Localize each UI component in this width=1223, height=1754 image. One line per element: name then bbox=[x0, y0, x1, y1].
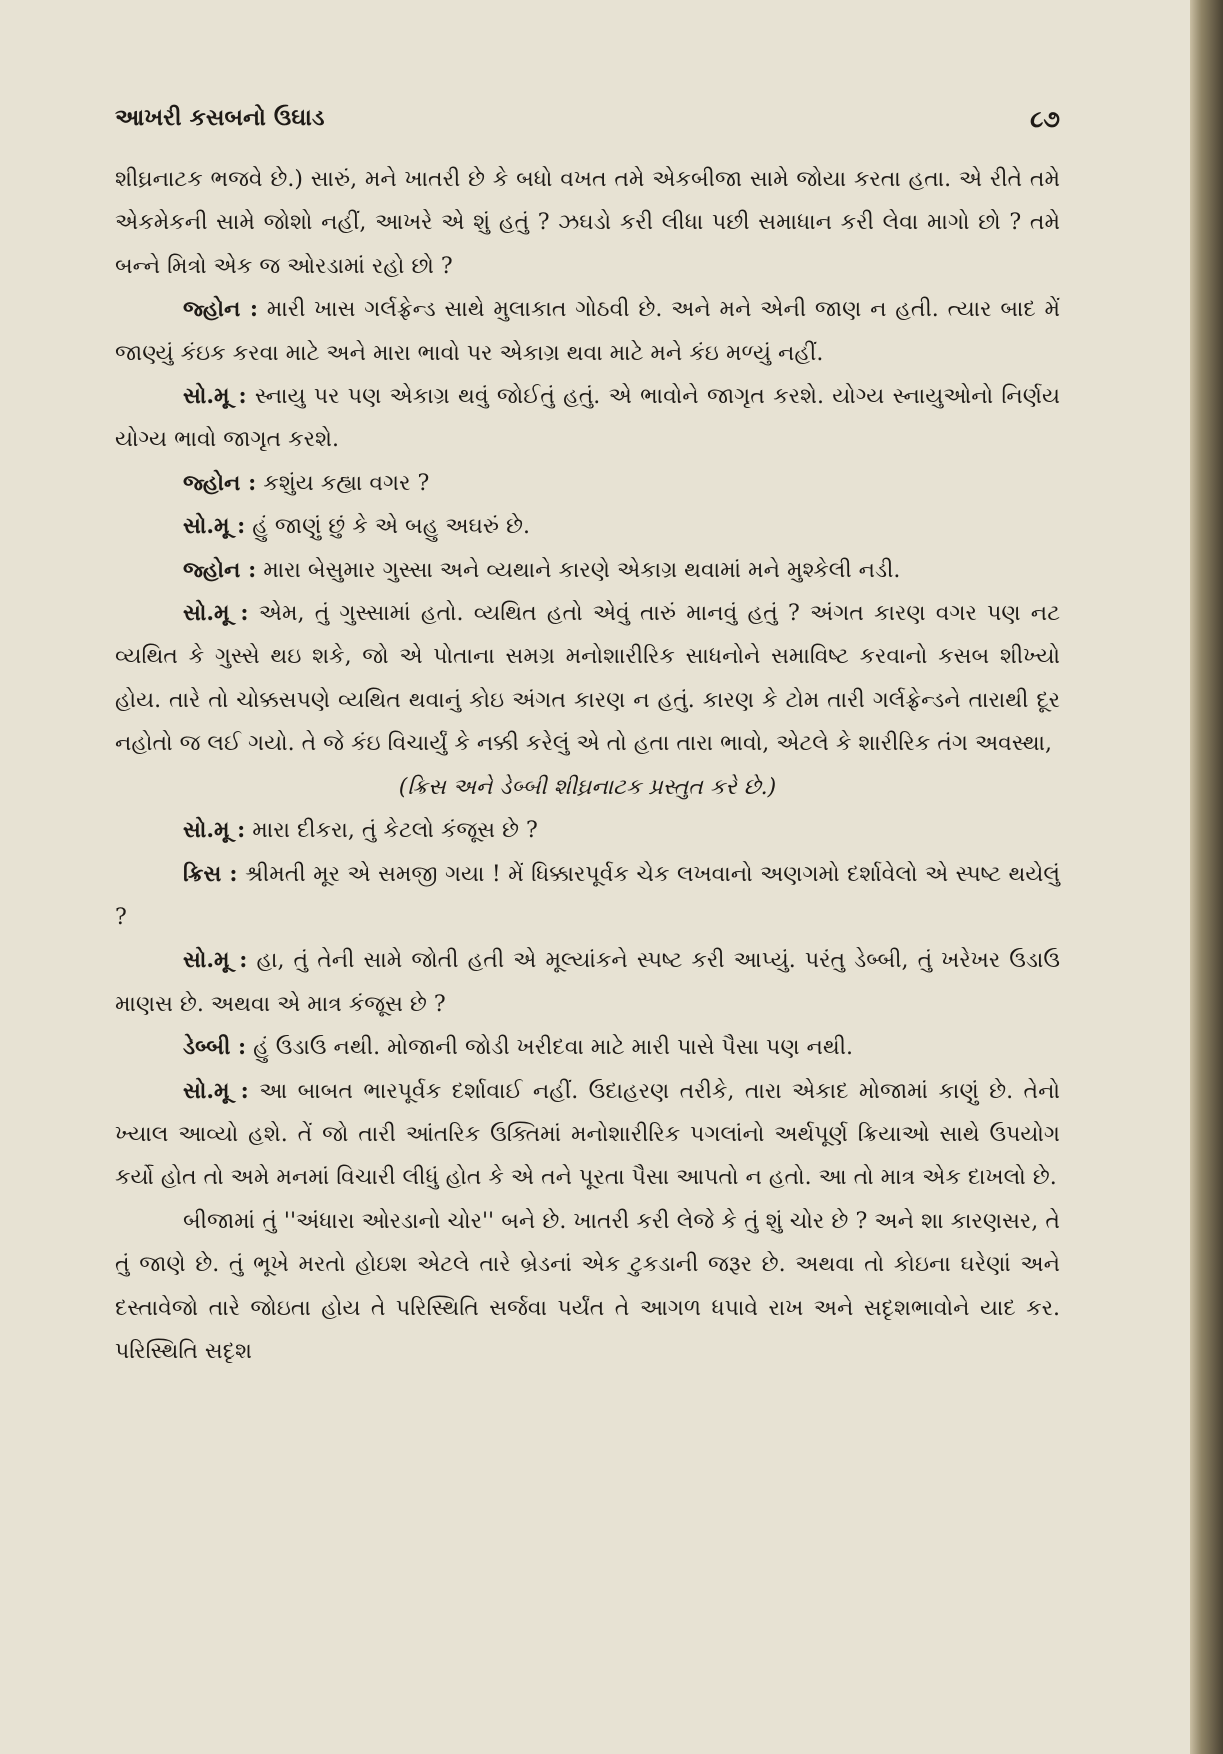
paragraph-text: એમ, તું ગુસ્સામાં હતો. વ્યથિત હતો એવું તારું માનવું હતું ? અંગત કારણ વગર પણ નટ વ્યથિત કે ગુસ્સે થઇ શકે, જો એ પોતાના સમગ્ર મનોશારીરિક સાધનોને સમાવિષ્ટ કરવાનો કસબ શીખ્યો હોય. તારે તો ચોક્કસપણે વ્યથિત થવાનું કોઇ અંગત કારણ ન હતું. કારણ કે ટોમ તારી ગર્લફ્રેન્ડને તારાથી દૂર નહોતો જ લઈ ગયો. તે જે કંઇ વિચાર્યું કે નક્કી કરેલું એ તો હતા તારા ભાવો, એટલે કે શારીરિક તંગ અવસ્થા, bbox=[115, 601, 1060, 757]
running-title: આખરી કસબનો ઉઘાડ bbox=[115, 104, 325, 131]
paragraph-text: હા, તું તેની સામે જોતી હતી એ મૂલ્યાંકને સ્પષ્ટ કરી આપ્યું. પરંતુ ડેબ્બી, તું ખરેખર ઉડાઉ માણસ છે. અથવા એ માત્ર કંજૂસ છે ? bbox=[115, 948, 1060, 1017]
speaker-name: સો.મૂ : bbox=[183, 1077, 249, 1104]
paragraph-text: સ્નાયુ પર પણ એકાગ્ર થવું જોઈતું હતું. એ ભાવોને જાગૃત કરશે. યોગ્ય સ્નાયુઓનો નિર્ણય યોગ્ય ભાવો જાગૃત કરશે. bbox=[115, 384, 1060, 453]
paragraph bbox=[115, 288, 1060, 375]
book-spine-edge bbox=[1190, 0, 1223, 1754]
stage-direction: (ક્રિસ અને ડેબ્બી શીઘ્રનાટક પ્રસ્તુત કરે છે.) bbox=[398, 774, 777, 800]
paragraph bbox=[115, 505, 1060, 548]
paragraph-text: કશુંય કહ્યા વગર ? bbox=[256, 470, 430, 496]
paragraph-text: શીઘ્રનાટક ભજવે છે.) સારું, મને ખાતરી છે કે બધો વખત તમે એકબીજા સામે જોયા કરતા હતા. એ રીતે તમે એકમેકની સામે જોશો નહીં, આખરે એ શું હતું ? ઝઘડો કરી લીધા પછી સમાધાન કરી લેવા માગો છો ? તમે બન્ને મિત્રો એક જ ઓરડામાં રહો છો ? bbox=[115, 167, 1060, 279]
paragraph-text: બીજામાં તું ''અંધારા ઓરડાનો ચોર'' બને છે. ખાતરી કરી લેજે કે તું શું ચોર છે ? અને શા કારણસર, તે તું જાણે છે. તું ભૂખે મરતો હોઇશ એટલે તારે બ્રેડનાં એક ટુકડાની જરૂર છે. અથવા તો કોઇના ઘરેણાં અને દસ્તાવેજો તારે જોઇતા હોય તે પરિસ્થિતિ સર્જવા પર્યંત તે આગળ ધપાવે રાખ અને સદૃશભાવોને યાદ કર. પરિસ્થિતિ સદૃશ bbox=[115, 1208, 1060, 1364]
speaker-name: સો.મૂ : bbox=[183, 600, 249, 627]
paragraph bbox=[115, 375, 1060, 462]
paragraph-text: હું ઉડાઉ નથી. મોજાની જોડી ખરીદવા માટે મારી પાસે પૈસા પણ નથી. bbox=[246, 1035, 854, 1061]
paragraph bbox=[115, 809, 1060, 852]
page-number: ૮૭ bbox=[1030, 104, 1060, 133]
paragraph-text: મારા દીકરા, તું કેટલો કંજૂસ છે ? bbox=[245, 818, 538, 844]
paragraph bbox=[115, 549, 1060, 592]
paragraph bbox=[115, 592, 1060, 766]
paragraph-text: મારા બેસુમાર ગુસ્સા અને વ્યથાને કારણે એકાગ્ર થવામાં મને મુશ્કેલી નડી. bbox=[256, 557, 901, 583]
speaker-name: જ્હોન : bbox=[183, 296, 258, 323]
paragraph bbox=[115, 1026, 1060, 1069]
speaker-name: જ્હોન : bbox=[183, 556, 257, 583]
paragraph-text: મારી ખાસ ગર્લફ્રેન્ડ સાથે મુલાકાત ગોઠવી છે. અને મને એની જાણ ન હતી. ત્યાર બાદ મેં જાણ્યું કંઇક કરવા માટે અને મારા ભાવો પર એકાગ્ર થવા માટે મને કંઇ મળ્યું નહીં. bbox=[115, 297, 1061, 366]
speaker-name: સો.મૂ : bbox=[183, 817, 246, 844]
paragraph-text: હું જાણું છું કે એ બહુ અઘરું છે. bbox=[245, 514, 531, 540]
speaker-name: સો.મૂ : bbox=[183, 513, 246, 540]
paragraph bbox=[115, 1200, 1060, 1374]
speaker-name: જ્હોન : bbox=[183, 469, 257, 496]
speaker-name: સો.મૂ : bbox=[183, 947, 248, 974]
page-header bbox=[115, 104, 1060, 144]
paragraph bbox=[115, 939, 1060, 1026]
paragraph-text: શ્રીમતી મૂર એ સમજી ગયા ! મેં ધિક્કારપૂર્વક ચેક લખવાનો અણગમો દર્શાવેલો એ સ્પષ્ટ થયેલું ? bbox=[115, 861, 1061, 930]
paragraph bbox=[115, 158, 1060, 288]
speaker-name: સો.મૂ : bbox=[183, 383, 247, 410]
paragraph-text: આ બાબત ભારપૂર્વક દર્શાવાઈ નહીં. ઉદાહરણ તરીકે, તારા એકાદ મોજામાં કાણું છે. તેનો ખ્યાલ આવ્યો હશે. તેં જો તારી આંતરિક ઉક્તિમાં મનોશારીરિક પગલાંનો અર્થપૂર્ણ ક્રિયાઓ સાથે ઉપયોગ કર્યો હોત તો અમે મનમાં વિચારી લીધું હોત કે એ તને પૂરતા પૈસા આપતો ન હતો. આ તો માત્ર એક દાખલો છે. bbox=[115, 1078, 1060, 1191]
paragraph bbox=[115, 853, 1060, 940]
speaker-name: ક્રિસ : bbox=[183, 860, 238, 887]
body-text bbox=[115, 158, 1060, 1373]
speaker-name: ડેબ્બી : bbox=[183, 1034, 247, 1061]
paragraph bbox=[115, 1070, 1060, 1200]
paragraph bbox=[115, 462, 1060, 505]
